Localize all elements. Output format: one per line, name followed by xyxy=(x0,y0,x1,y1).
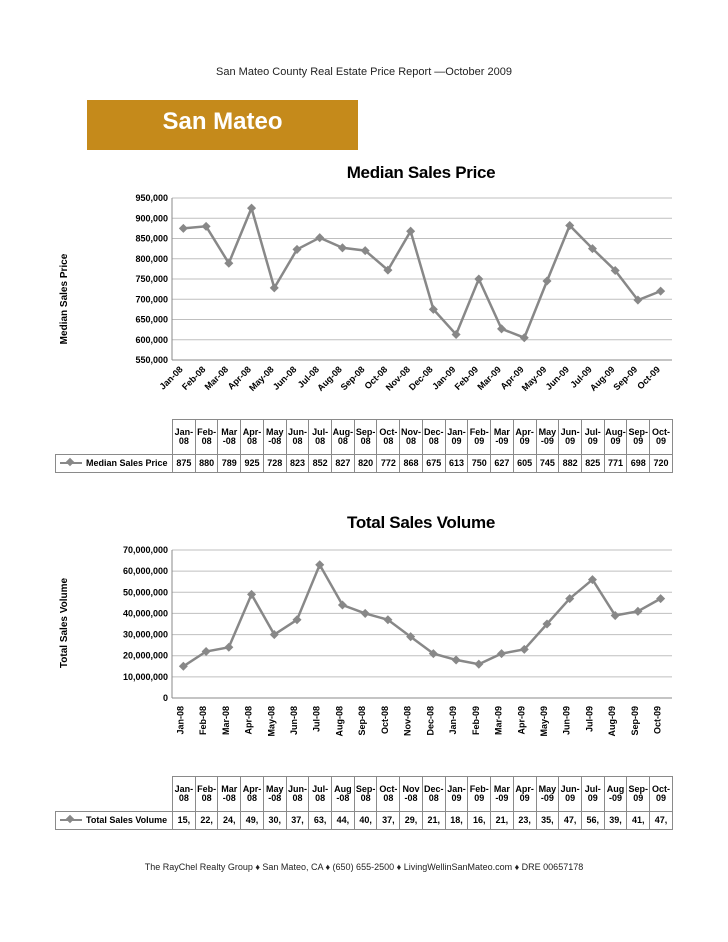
chart2-table-value: 21, xyxy=(491,812,514,830)
chart1-table-header: Dec- 08 xyxy=(422,420,445,455)
chart2-table-header: Oct- 09 xyxy=(650,777,673,812)
chart1-ytick-label: 800,000 xyxy=(135,253,168,264)
chart2-table-value: 41, xyxy=(627,812,650,830)
chart2-ylabel: Total Sales Volume xyxy=(59,577,70,669)
chart1-table-value: 925 xyxy=(241,455,264,473)
chart2-table-corner xyxy=(56,777,173,812)
chart1-table-header: Jan- 09 xyxy=(445,420,468,455)
chart2-table-header: Dec- 08 xyxy=(422,777,445,812)
report-header: San Mateo County Real Estate Price Report —October 2009 xyxy=(216,66,512,78)
chart2-table-value: 29, xyxy=(400,812,423,830)
chart1-xtick-label: Aug-09 xyxy=(587,364,617,393)
chart2-ytick-label: 0 xyxy=(162,693,168,703)
chart1-table-header: Sep- 08 xyxy=(354,420,377,455)
chart1-ytick-label: 900,000 xyxy=(135,213,168,224)
chart2-xtick-label: Oct-08 xyxy=(379,706,390,735)
sales-volume-data-table xyxy=(55,776,673,830)
footer: The RayChel Realty Group ♦ San Mateo, CA ♦ (650) 655-2500 ♦ LivingWellinSanMateo.com ♦ DRE 00657178 xyxy=(144,862,584,872)
chart1-xtick-label: Apr-09 xyxy=(498,364,526,392)
chart2-ytick-label: 50,000,000 xyxy=(122,587,168,598)
chart2-xtick-label: Sep-09 xyxy=(629,706,640,736)
chart1-table-header: Aug- 09 xyxy=(604,420,627,455)
chart1-table-header: Jul- 09 xyxy=(581,420,604,455)
chart1-legend-entry xyxy=(56,455,173,473)
chart2-data-point xyxy=(224,643,233,652)
chart1-xtick-label: Apr-08 xyxy=(225,364,253,392)
chart1-table-header: Jun- 09 xyxy=(559,420,582,455)
chart1-xtick-label: May-09 xyxy=(519,364,549,393)
chart2-xtick-label: Apr-09 xyxy=(516,706,527,735)
chart2-table-header: May -09 xyxy=(536,777,559,812)
chart2-table-header: Apr- 09 xyxy=(513,777,536,812)
chart1-data-point xyxy=(497,324,506,333)
chart2-table-value: 15, xyxy=(173,812,196,830)
chart2-table-header: Feb- 08 xyxy=(195,777,218,812)
chart1-table-header: Aug- 08 xyxy=(332,420,355,455)
chart1-table-header: Mar -09 xyxy=(491,420,514,455)
chart1-title: Median Sales Price xyxy=(346,163,496,182)
chart2-xtick-label: Feb-09 xyxy=(470,706,481,736)
chart2-data-point xyxy=(452,655,461,664)
chart2-table-header: Nov -08 xyxy=(400,777,423,812)
median-price-data-table xyxy=(55,419,673,473)
chart2-xtick-label: Dec-08 xyxy=(425,706,436,736)
chart1-table-header: Oct- 09 xyxy=(650,420,673,455)
chart1-xtick-label: Jan-08 xyxy=(157,364,185,392)
chart2-ytick-label: 20,000,000 xyxy=(122,650,168,661)
chart2-table-value: 44, xyxy=(332,812,355,830)
chart2-xtick-label: Jun-09 xyxy=(561,706,572,736)
chart1-xtick-label: Mar-09 xyxy=(475,364,503,392)
chart2-table-header: Sep- 09 xyxy=(627,777,650,812)
chart2-table-header: Apr- 08 xyxy=(241,777,264,812)
chart1-table-header: Apr- 09 xyxy=(513,420,536,455)
chart1-ytick-label: 750,000 xyxy=(135,274,168,284)
chart2-xtick-label: Mar-09 xyxy=(493,706,504,736)
chart1-table-value: 868 xyxy=(400,455,423,473)
chart2-table-header: Jan- 09 xyxy=(445,777,468,812)
chart1-data-point xyxy=(247,204,256,213)
chart2-xtick-label: May-09 xyxy=(539,706,549,737)
chart2-xtick-label: Jun-08 xyxy=(289,706,299,736)
chart1-table-value: 820 xyxy=(354,455,377,473)
chart1-table-value: 627 xyxy=(491,455,514,473)
chart1-xtick-label: May-08 xyxy=(247,364,276,393)
chart1-data-point xyxy=(474,274,483,283)
chart1-table-corner xyxy=(56,420,173,455)
chart2-table-value: 40, xyxy=(354,812,377,830)
banner-title: San Mateo xyxy=(162,108,283,135)
chart2-data-point xyxy=(656,594,665,603)
chart2-xtick-label: Jan-08 xyxy=(175,706,186,735)
chart1-table-value: 823 xyxy=(286,455,309,473)
chart2-table-header: Feb- 09 xyxy=(468,777,491,812)
chart2-series-name: Total Sales Volume xyxy=(86,814,168,825)
chart2-table-value: 16, xyxy=(468,812,491,830)
chart1-xtick-label: Aug-08 xyxy=(315,364,344,393)
chart2-xtick-label: Mar-08 xyxy=(220,706,231,736)
chart2-table-value: 39, xyxy=(604,812,627,830)
chart1-table-header: May -09 xyxy=(536,420,559,455)
chart1-data-point xyxy=(179,224,188,233)
chart2-ytick-label: 60,000,000 xyxy=(122,566,168,577)
chart1-xtick-label: Jan-09 xyxy=(430,364,458,392)
chart1-ylabel: Median Sales Price xyxy=(59,253,70,345)
chart1-table-header: Jun- 08 xyxy=(286,420,309,455)
chart2-xtick-label: Aug-09 xyxy=(607,706,618,737)
chart1-table-value: 750 xyxy=(468,455,491,473)
chart1-table-header: Oct- 08 xyxy=(377,420,400,455)
chart1-data-point xyxy=(315,233,324,242)
chart1-table-value: 675 xyxy=(422,455,445,473)
chart1-xtick-label: Sep-09 xyxy=(611,364,640,393)
chart2-table-header: Aug -08 xyxy=(332,777,355,812)
chart1-xtick-label: Feb-08 xyxy=(179,364,208,392)
chart1-table-value: 771 xyxy=(604,455,627,473)
chart1-table-value: 882 xyxy=(559,455,582,473)
chart2-table-header: Jun- 08 xyxy=(286,777,309,812)
chart1-table-header: Apr- 08 xyxy=(241,420,264,455)
chart2-table-header: Jul- 09 xyxy=(581,777,604,812)
chart2-ytick-label: 70,000,000 xyxy=(122,545,168,555)
chart1-xtick-label: Jul-08 xyxy=(295,364,322,390)
chart2-table-header: Sep- 08 xyxy=(354,777,377,812)
chart2-xtick-label: Jul-08 xyxy=(311,706,322,733)
chart2-ytick-label: 40,000,000 xyxy=(122,608,168,619)
chart1-table-header: Feb- 09 xyxy=(468,420,491,455)
chart1-table-value: 880 xyxy=(195,455,218,473)
chart2-table-value: 49, xyxy=(241,812,264,830)
chart2-table-value: 56, xyxy=(581,812,604,830)
chart2-xtick-label: Oct-09 xyxy=(652,706,663,735)
chart1-xtick-label: Oct-09 xyxy=(635,364,663,392)
chart2-table-header: Oct- 08 xyxy=(377,777,400,812)
chart2-ytick-label: 10,000,000 xyxy=(122,671,168,682)
chart2-table-header: May -08 xyxy=(263,777,286,812)
chart1-table-value: 728 xyxy=(263,455,286,473)
chart2-table-value: 23, xyxy=(513,812,536,830)
chart1-xtick-label: Jul-09 xyxy=(568,364,594,390)
chart2-table-value: 24, xyxy=(218,812,241,830)
chart2-ytick-label: 30,000,000 xyxy=(122,629,168,640)
chart1-data-point xyxy=(656,287,665,296)
chart1-xtick-label: Feb-09 xyxy=(452,364,481,392)
chart1-data-point xyxy=(520,333,529,342)
chart1-ytick-label: 650,000 xyxy=(135,314,168,325)
chart2-xtick-label: Jul-09 xyxy=(584,706,595,733)
legend-line-marker-icon xyxy=(60,816,82,824)
chart2-table-value: 18, xyxy=(445,812,468,830)
chart1-xtick-label: Mar-08 xyxy=(202,364,231,392)
chart2-data-point xyxy=(497,649,506,658)
chart2-table-value: 63, xyxy=(309,812,332,830)
chart1-ytick-label: 950,000 xyxy=(135,193,168,203)
chart2-table-value: 47, xyxy=(559,812,582,830)
chart2-table-header: Jul- 08 xyxy=(309,777,332,812)
chart2-table-header: Mar -09 xyxy=(491,777,514,812)
chart2-xtick-label: Feb-08 xyxy=(198,706,209,736)
chart1-data-point xyxy=(542,276,551,285)
chart1-table-header: Mar -08 xyxy=(218,420,241,455)
chart1-table-header: Sep- 09 xyxy=(627,420,650,455)
chart1-ytick-label: 850,000 xyxy=(135,233,168,244)
chart1-table-value: 852 xyxy=(309,455,332,473)
chart1-table-value: 613 xyxy=(445,455,468,473)
chart1-ytick-label: 600,000 xyxy=(135,334,168,345)
chart2-xtick-label: May-08 xyxy=(266,706,277,737)
chart2-table-value: 35, xyxy=(536,812,559,830)
chart1-xtick-label: Jun-08 xyxy=(270,364,299,392)
chart1-xtick-label: Sep-08 xyxy=(338,364,367,393)
legend-line-marker-icon xyxy=(60,459,82,467)
chart2-title: Total Sales Volume xyxy=(347,513,495,532)
chart2-xtick-label: Jan-09 xyxy=(448,706,459,735)
chart1-table-value: 875 xyxy=(173,455,196,473)
chart1-table-value: 825 xyxy=(581,455,604,473)
chart2-legend-entry xyxy=(56,812,173,830)
chart1-table-value: 605 xyxy=(513,455,536,473)
chart2-xtick-label: Apr-08 xyxy=(243,706,254,735)
chart1-ytick-label: 550,000 xyxy=(135,355,168,365)
chart1-table-header: Feb- 08 xyxy=(195,420,218,455)
chart1-series-line xyxy=(183,208,660,338)
chart2-data-point xyxy=(361,609,370,618)
chart1-table-value: 745 xyxy=(536,455,559,473)
chart2-table-value: 30, xyxy=(263,812,286,830)
chart1-table-value: 698 xyxy=(627,455,650,473)
chart1-table-value: 720 xyxy=(650,455,673,473)
chart1-xtick-label: Dec-08 xyxy=(406,364,435,393)
chart2-table-value: 37, xyxy=(377,812,400,830)
chart1-data-point xyxy=(338,243,347,252)
chart1-table-header: Jan- 08 xyxy=(173,420,196,455)
chart2-xtick-label: Sep-08 xyxy=(357,706,368,736)
chart1-series-name: Median Sales Price xyxy=(86,457,168,468)
chart2-table-header: Jun- 09 xyxy=(559,777,582,812)
chart2-table-header: Mar -08 xyxy=(218,777,241,812)
chart1-table-value: 827 xyxy=(332,455,355,473)
chart1-table-header: Jul- 08 xyxy=(309,420,332,455)
chart1-table-header: May -08 xyxy=(263,420,286,455)
chart1-xtick-label: Nov-08 xyxy=(383,364,413,393)
chart2-table-header: Aug -09 xyxy=(604,777,627,812)
chart2-table-value: 37, xyxy=(286,812,309,830)
chart1-ytick-label: 700,000 xyxy=(135,294,168,305)
chart1-table-value: 789 xyxy=(218,455,241,473)
chart2-table-value: 21, xyxy=(422,812,445,830)
chart1-table-header: Nov- 08 xyxy=(400,420,423,455)
chart2-data-point xyxy=(474,660,483,669)
chart1-table-value: 772 xyxy=(377,455,400,473)
chart2-table-value: 22, xyxy=(195,812,218,830)
chart2-xtick-label: Nov-08 xyxy=(402,706,413,737)
chart1-xtick-label: Jun-09 xyxy=(543,364,572,392)
chart2-table-header: Jan- 08 xyxy=(173,777,196,812)
chart2-table-value: 47, xyxy=(650,812,673,830)
chart1-xtick-label: Oct-08 xyxy=(362,364,390,392)
chart2-xtick-label: Aug-08 xyxy=(334,706,345,737)
